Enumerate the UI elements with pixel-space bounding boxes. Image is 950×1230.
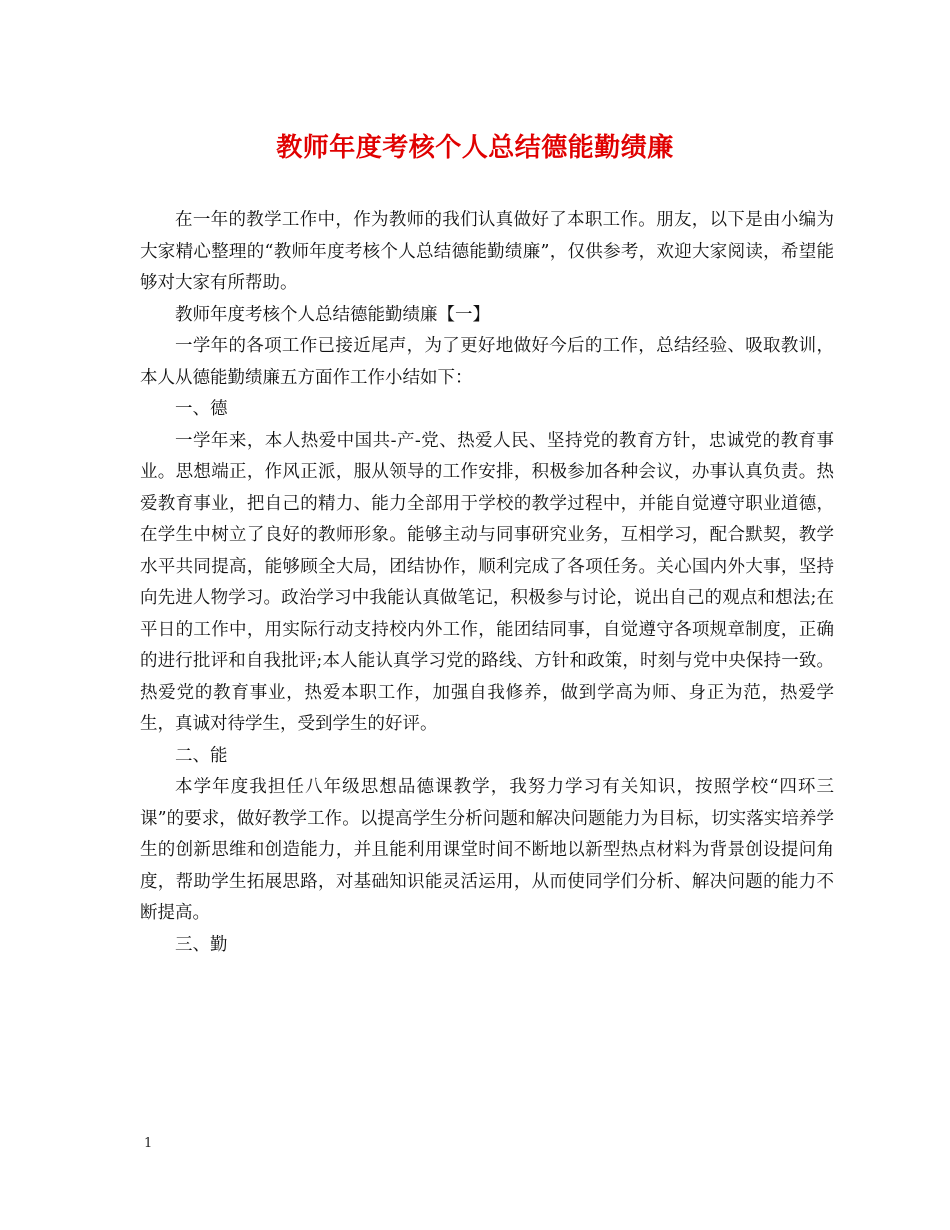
paragraph-section-heading: 教师年度考核个人总结德能勤绩廉【一】 bbox=[175, 304, 490, 325]
paragraph-de: 一学年来，本人热爱中国共-产-党、热爱人民、坚持党的教育方针，忠诚党的教育事业。思想端正，作风正派，服从领导的工作安排，积极参加各种会议，办事认真负责。热爱教育事业，把自己的精力、能力全部用于学校的教学过程中，并能自觉遵守职业道德，在学生中树立了良好的教师形象。能够主动与同事研究业务，互相学习，配合默契，教学水平共同提高，能够顾全大局，团结协作，顺利完成了各项任务。关心国内外大事，坚持向先进人物学习。政治学习中我能认真做笔记，积极参与讨论，说出自己的观点和想法;在平日的工作中，用实际行动支持校内外工作，能团结同事，自觉遵守各项规章制度，正确的进行批评和自我批评;本人能认真学习党的路线、方针和政策，时刻与党中央保持一致。热爱党的教育事业，热爱本职工作，加强自我修养，做到学高为师、身正为范，热爱学生，真诚对待学生，受到学生的好评。 bbox=[140, 430, 834, 734]
document-body bbox=[140, 205, 834, 961]
page-number: 1 bbox=[144, 1136, 153, 1151]
paragraph-intro: 在一年的教学工作中，作为教师的我们认真做好了本职工作。朋友，以下是由小编为大家精心整理的“教师年度考核个人总结德能勤绩廉”，仅供参考，欢迎大家阅读，希望能够对大家有所帮助。 bbox=[140, 210, 834, 293]
document-title: 教师年度考核个人总结德能勤绩廉 bbox=[276, 133, 674, 163]
heading-neng: 二、能 bbox=[175, 745, 228, 766]
paragraph-overview: 一学年的各项工作已接近尾声，为了更好地做好今后的工作，总结经验、吸取教训，本人从德能勤绩廉五方面作工作小结如下： bbox=[140, 336, 834, 388]
paragraph-neng: 本学年度我担任八年级思想品德课教学，我努力学习有关知识，按照学校“四环三课”的要求，做好教学工作。以提高学生分析问题和解决问题能力为目标，切实落实培养学生的创新思维和创造能力，并且能利用课堂时间不断地以新型热点材料为背景创设提问角度，帮助学生拓展思路，对基础知识能灵活运用，从而使同学们分析、解决问题的能力不断提高。 bbox=[140, 777, 834, 923]
heading-de: 一、德 bbox=[175, 399, 228, 419]
heading-qin: 三、勤 bbox=[175, 934, 228, 955]
